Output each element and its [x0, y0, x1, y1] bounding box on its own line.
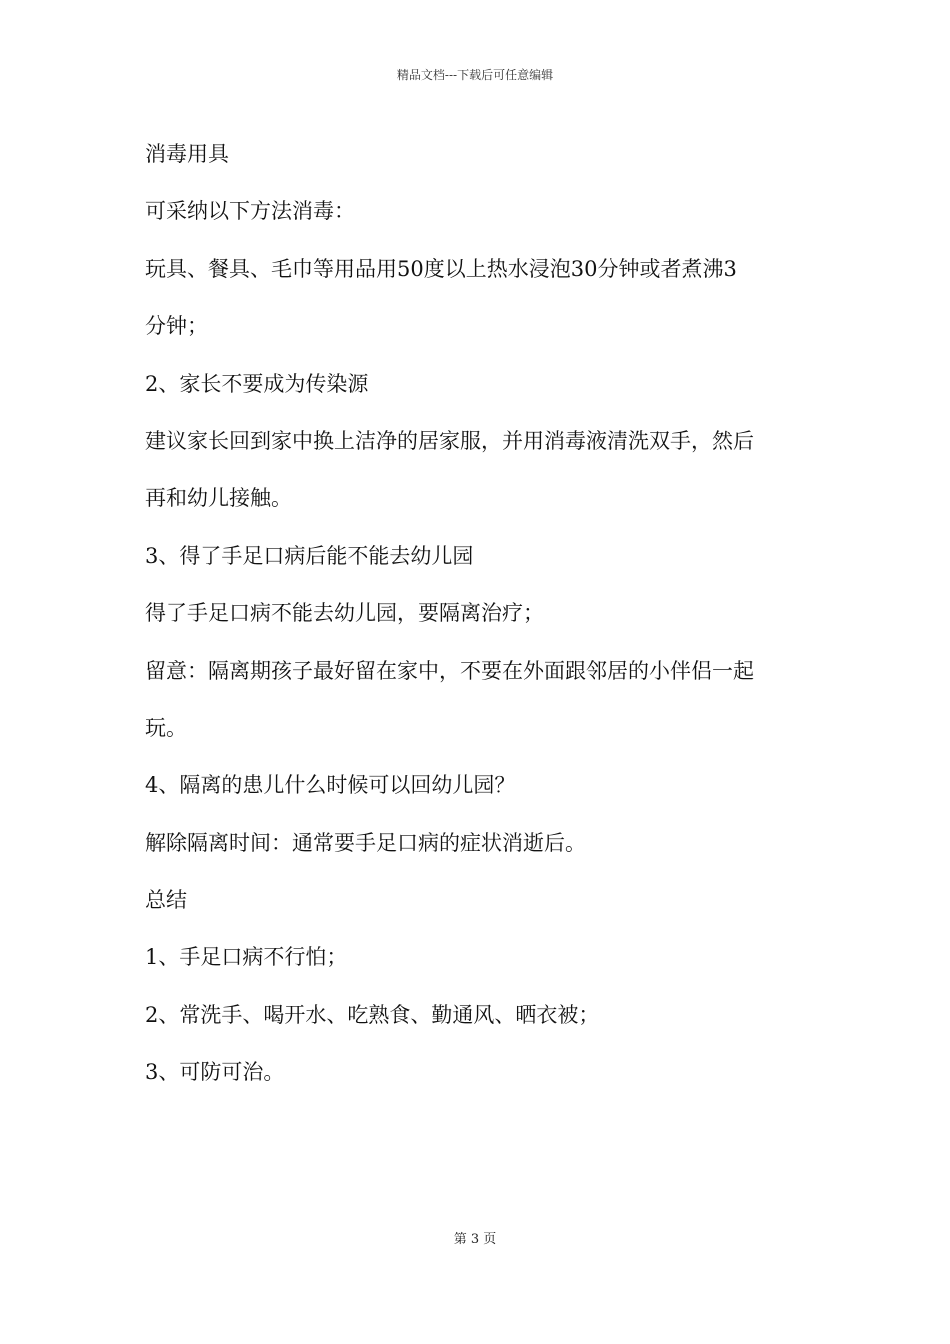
document-body: [145, 134, 810, 1110]
paragraph-line: 分钟；: [145, 314, 208, 339]
page-number: 第 3 页: [453, 1232, 497, 1247]
section-heading: 4、隔离的患儿什么时候可以回幼儿园？: [145, 773, 516, 798]
paragraph-line: 建议家长回到家中换上洁净的居家服，并用消毒液清洗双手，然后: [145, 428, 754, 453]
list-item: 2、常洗手、喝开水、吃熟食、勤通风、晒衣被；: [145, 1002, 600, 1027]
paragraph-line: 再和幼儿接触。: [145, 486, 292, 511]
paragraph-line: 留意：隔离期孩子最好留在家中，不要在外面跟邻居的小伴侣一起: [145, 658, 754, 683]
paragraph-line: 可采纳以下方法消毒：: [145, 199, 355, 224]
paragraph-line: 消毒用具: [145, 142, 229, 166]
paragraph-line: 解除隔离时间：通常要手足口病的症状消逝后。: [145, 830, 586, 855]
section-heading: 2、家长不要成为传染源: [145, 371, 369, 396]
section-heading: 总结: [145, 888, 187, 913]
list-item: 3、可防可治。: [145, 1060, 285, 1085]
list-item: 1、手足口病不行怕；: [145, 945, 348, 970]
page-header: 精品文档---下载后可任意编辑: [396, 68, 554, 82]
paragraph-line: 玩具、餐具、毛巾等用品用50度以上热水浸泡30分钟或者煮沸3: [145, 256, 737, 281]
paragraph-line: 得了手足口病不能去幼儿园，要隔离治疗；: [145, 601, 544, 626]
paragraph-line: 玩。: [145, 715, 187, 740]
section-heading: 3、得了手足口病后能不能去幼儿园: [145, 543, 474, 568]
